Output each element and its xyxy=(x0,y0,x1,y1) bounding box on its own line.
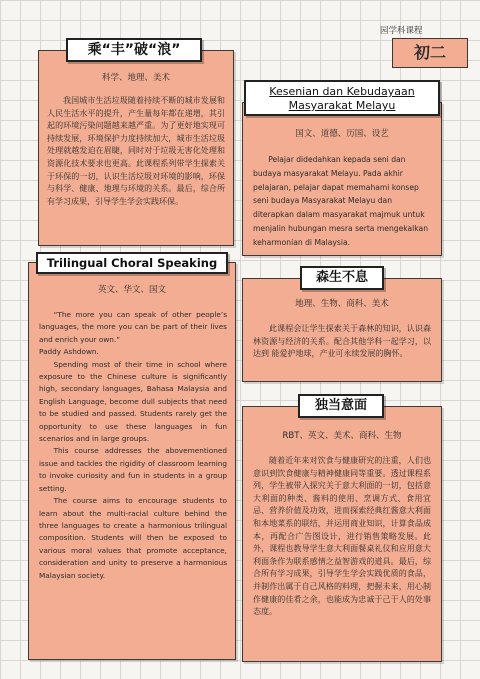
subjects-cuisine: RBT、英文、美术、商科、生物 xyxy=(282,431,402,441)
card-cuisine xyxy=(242,406,442,662)
body-forest: 此课程会让学生探索关于森林的知识，认识森林资源与经济的关系。配合其他学科一起学习，以达到 能爱护地球，产业可永续发展的胸怀。 xyxy=(253,324,431,359)
card-kesenian xyxy=(242,102,442,256)
choral-para2: This course addresses the abovementioned issue and tackles the rigidity of classroom learning to invoke curiosity and fun in students in a group setting. xyxy=(39,446,227,493)
subjects-flowers: 科学、地理、美术 xyxy=(101,73,170,83)
title-cuisine: 独当意面 xyxy=(298,394,384,418)
title-kesenian xyxy=(244,80,440,116)
body-cuisine: 随着近年来对饮食与健康研究的注重，人们也意识到饮食健康与精神健康同等重要。透过课程系列，学生被带入探究关于意大利面的一切，包括意大利面的种类、酱料的使用、烹调方式、食用宜忌、营养价值及功效，进而探索经典红酱意大利面和本地菜系的联结，并运用商业知识，计算食品成本，再配合广告图设计，进行销售策略发展。此外，课程也教导学生意大利面餐桌礼仪和应用意大利面条作为联系感情之益智游戏的道具。最后，综合所有学习成果，引导学生学会实践优质的食品，并制作出属于自己风格的料理，把握未来，用心制作健康的佳肴之余，也能成为忠诚于己于人的处事态度。 xyxy=(253,456,431,617)
choral-para1: Spending most of their time in school where exposure to the Chinese culture is significantly high, secondary languages, Bahasa Malaysia and English Language, become dull subjects that need to be studied and passed. Students rarely get the opportunity to use these languages in fun scenarios and in large groups. xyxy=(39,359,227,444)
body-choral xyxy=(39,309,227,582)
title-kesenian-line1: Kesenian dan Kebudayaan xyxy=(269,85,415,98)
card-flowers xyxy=(38,50,234,246)
title-kesenian-line2: Masyarakat Melayu xyxy=(288,99,396,112)
grade-badge: 初二 xyxy=(392,38,468,68)
title-forest: 森生不息 xyxy=(300,266,384,290)
card-choral xyxy=(28,262,236,660)
card-forest xyxy=(242,278,442,382)
body-kesenian: Pelajar didedahkan kepada seni dan budaya masyarakat Melayu. Pada akhir pelajaran, pelajar dapat memahami konsep seni budaya Masyarakat Melayu dan diterapkan dalam masyarakat majmuk untuk menjalin hubungan mesra serta mengekalkan keharmonian di Malaysia. xyxy=(253,155,429,247)
subjects-choral: 英文、华文、国文 xyxy=(97,285,166,295)
title-choral: Trilingual Choral Speaking xyxy=(36,252,228,274)
header-label: 园学科课程 xyxy=(380,26,423,36)
title-flowers: 乘“丰”破“浪” xyxy=(66,38,202,62)
subjects-kesenian: 国文、道德、历国、设艺 xyxy=(295,129,389,139)
subjects-forest: 地理、生物、商科、美术 xyxy=(295,299,389,309)
body-flowers: 我国城市生活垃圾随着持续不断的城市发展和人民生活水平的提升，产生量每年都在递增，其引起的环境污染问题越来越严重。为了更好地实现可持续发展，环境保护力度持续加大，城市生活垃圾处理就越发迫在眉睫，同时对于垃圾无害化处理和资源化技术要求也更高。此课程系列带学生探索关于环保的一切，认识生活垃圾对环境的影响，环保与科学、健康、地理与环境的关系。最后，综合所有学习成果，引导学生学会实践环保。 xyxy=(47,96,225,206)
choral-quote-author: Paddy Ashdown. xyxy=(39,347,99,357)
choral-quote: “The more you can speak of other people’s languages, the more you can be part of their lives and enrich your own.” xyxy=(39,310,227,344)
choral-para3: The course aims to encourage students to learn about the multi-racial culture behind the three languages to create a harmonious trilingual composition. Students will then be exposed to various moral values that promote acceptance, consideration and unity to preserve a harmonious Malaysian society. xyxy=(39,496,227,580)
